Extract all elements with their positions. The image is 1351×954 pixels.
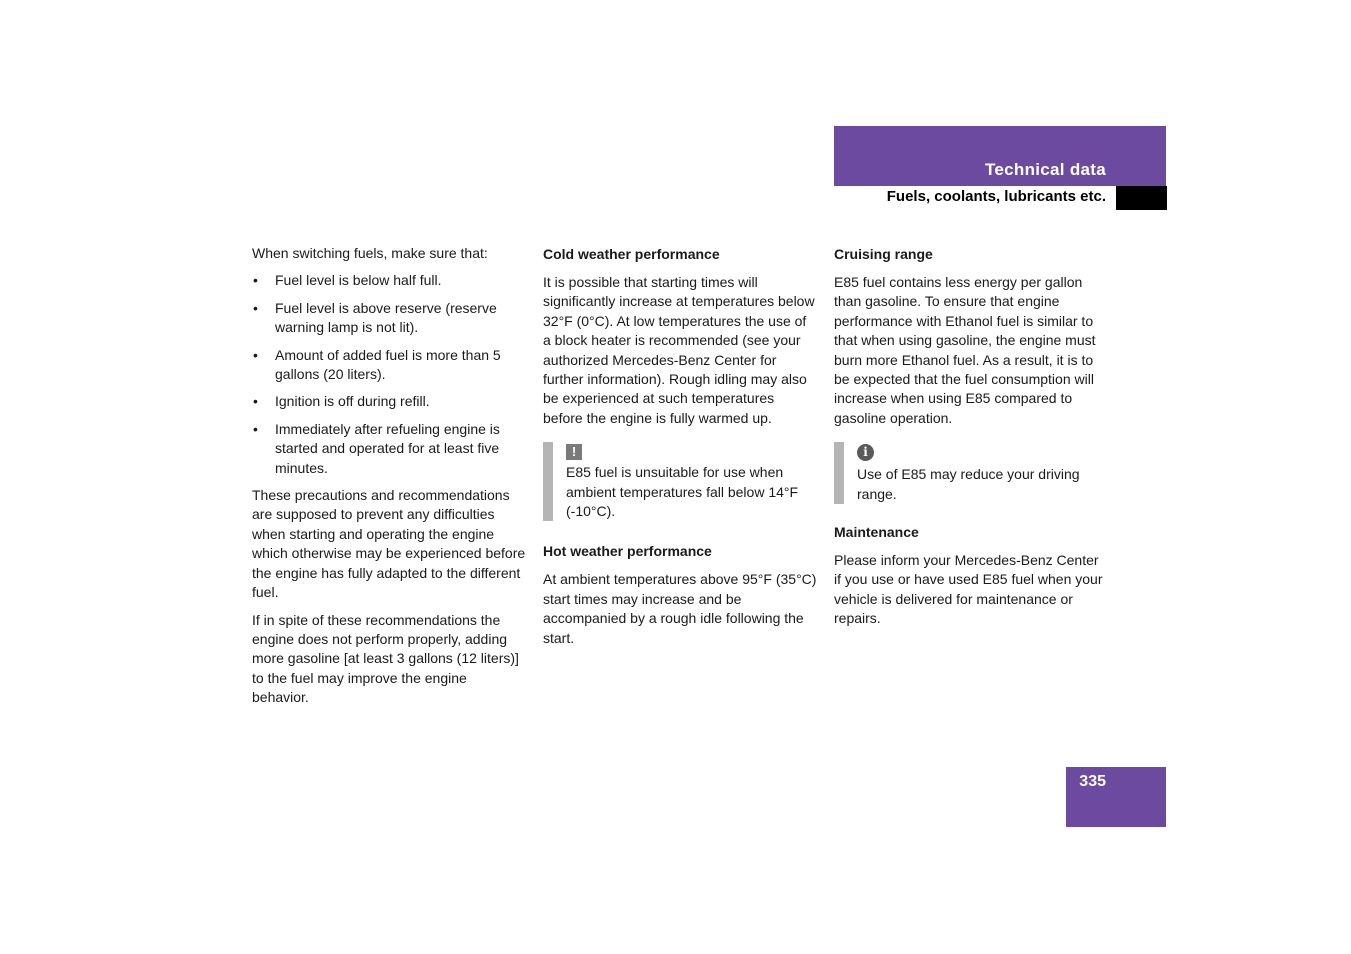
cold-weather-heading: Cold weather performance [543,246,720,262]
gasoline-advice-paragraph: If in spite of these recommendations the engine does not perform properly, adding more gasoline [at least 3 gallons (12 liters)] to the fuel may improve the engine behavior. [252,611,519,706]
switching-checklist [252,271,526,478]
precautions-paragraph: These precautions and recommendations are supposed to prevent any difficulties when starting and operating the engine which otherwise may be experienced before the engine has fully adapted to the different fuel. [252,487,526,601]
page-number: 335 [1079,773,1106,790]
warning-icon: ! [566,444,582,460]
cruising-range-heading: Cruising range [834,246,933,262]
page-number-box [1066,767,1166,827]
warning-note [543,442,817,521]
info-note [834,442,1108,504]
maintenance-text: Please inform your Mercedes-Benz Center if you use or have used E85 fuel when your vehicle is delivered for maintenance or repairs. [834,552,1103,627]
section-title: Technical data [984,160,1106,179]
info-text: Use of E85 may reduce your driving range. [857,466,1080,502]
note-bar [834,442,844,504]
column-1 [252,244,526,716]
list-item: • Immediately after refueling engine is started and operated for at least five minutes. [252,420,526,478]
hot-weather-heading: Hot weather performance [543,543,712,560]
section-tab-marker [1116,186,1167,210]
subsection-title: Fuels, coolants, lubricants etc. [886,188,1106,205]
hot-weather-text: At ambient temperatures above 95°F (35°C) start times may increase and be accompanied by a rough idle following the start. [543,571,817,646]
list-item: • Fuel level is below half full. [252,271,526,290]
cold-weather-text: It is possible that starting times will significantly increase at temperatures below 32°F (0°C). At low temperatures the use of a block heater is recommended (see your authorized Mercedes-Benz Center for further information). Rough idling may also be experienced at such temperatures before the engine is fully warmed up. [543,274,815,426]
list-item: • Fuel level is above reserve (reserve warning lamp is not lit). [252,299,526,338]
note-bar [543,442,553,521]
list-item: • Ignition is off during refill. [252,392,526,411]
info-icon: i [857,444,874,461]
cruising-range-text: E85 fuel contains less energy per gallon than gasoline. To ensure that engine performance with Ethanol fuel is similar to that when using gasoline, the engine must burn more Ethanol fuel. As a result, it is to be expected that the fuel consumption will increase when using E85 compared to gasoline operation. [834,274,1096,426]
switching-intro: When switching fuels, make sure that: [252,245,488,261]
list-item: • Amount of added fuel is more than 5 gallons (20 liters). [252,346,526,385]
column-2 [543,244,817,656]
warning-text: E85 fuel is unsuitable for use when ambient temperatures fall below 14°F (-10°C). [566,464,799,520]
column-3 [834,244,1108,637]
section-header-bar [834,126,1166,186]
maintenance-heading: Maintenance [834,524,919,541]
